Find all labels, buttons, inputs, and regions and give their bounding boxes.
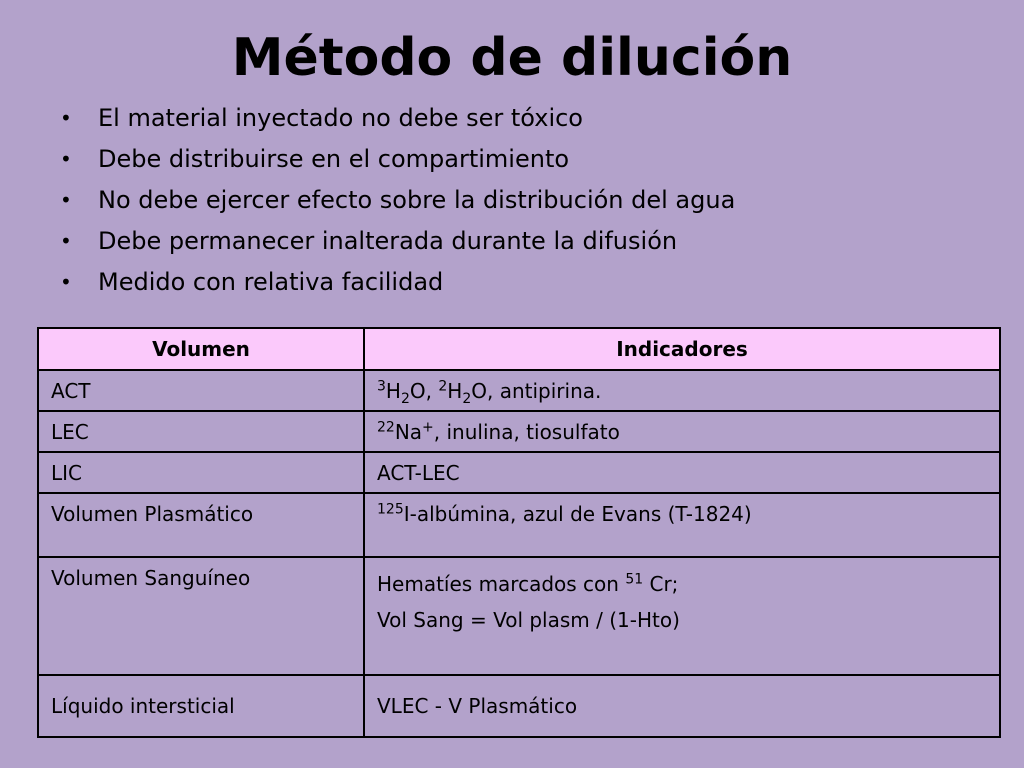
- cell-indicadores: [364, 411, 1000, 452]
- bullet-item: [60, 221, 735, 262]
- header-indicadores: Indicadores: [364, 328, 1000, 370]
- table-row: [38, 411, 1000, 452]
- bullet-icon: •: [60, 229, 72, 253]
- formula-part: Na: [394, 419, 423, 444]
- bullet-text: Debe distribuirse en el compartimiento: [98, 145, 570, 173]
- table-row: [38, 452, 1000, 493]
- bullet-item: [60, 139, 735, 180]
- cell-indicadores: [364, 370, 1000, 411]
- formula-part: Hematíes marcados con: [377, 572, 626, 596]
- bullet-item: [60, 98, 735, 139]
- bullet-text: El material inyectado no debe ser tóxico: [98, 104, 583, 132]
- slide-title: Método de dilución: [231, 28, 793, 88]
- table-row: [38, 493, 1000, 557]
- formula-part: O,: [409, 378, 439, 403]
- bullet-icon: •: [60, 270, 72, 294]
- cell-volumen: Líquido intersticial: [38, 675, 364, 737]
- subscript: 2: [462, 390, 472, 407]
- ion-charge: +: [422, 418, 434, 435]
- indicators-table: [37, 327, 1001, 738]
- bullet-list: [60, 98, 735, 303]
- bullet-icon: •: [60, 147, 72, 171]
- formula-part: H: [447, 378, 463, 403]
- indicator-line: [377, 566, 987, 602]
- bullet-icon: •: [60, 188, 72, 212]
- table-row: [38, 370, 1000, 411]
- cell-indicadores: VLEC - V Plasmático: [364, 675, 1000, 737]
- indicator-line: Vol Sang = Vol plasm / (1-Hto): [377, 608, 680, 632]
- formula-part: H: [385, 378, 401, 403]
- cell-indicadores: [364, 557, 1000, 675]
- table-row: [38, 675, 1000, 737]
- bullet-icon: •: [60, 106, 72, 130]
- cell-volumen: Volumen Sanguíneo: [38, 557, 364, 675]
- bullet-text: Medido con relativa facilidad: [98, 268, 444, 296]
- isotope-mass: 3: [377, 377, 386, 394]
- cell-indicadores: ACT-LEC: [364, 452, 1000, 493]
- cell-volumen: LIC: [38, 452, 364, 493]
- formula-part: , inulina, tiosulfato: [433, 419, 620, 444]
- bullet-text: No debe ejercer efecto sobre la distribución del agua: [98, 186, 736, 214]
- cell-volumen: Volumen Plasmático: [38, 493, 364, 557]
- bullet-item: [60, 262, 735, 303]
- isotope-mass: 22: [377, 418, 395, 435]
- formula-part: O, antipirina.: [471, 378, 602, 403]
- table-header-row: [38, 328, 1000, 370]
- isotope-mass: 125: [377, 501, 404, 518]
- cell-volumen: ACT: [38, 370, 364, 411]
- cell-indicadores: [364, 493, 1000, 557]
- isotope-mass: 51: [625, 571, 644, 588]
- table-row: [38, 557, 1000, 675]
- formula-part: I-albúmina, azul de Evans (T-1824): [403, 502, 752, 526]
- header-volumen: Volumen: [38, 328, 364, 370]
- cell-volumen: LEC: [38, 411, 364, 452]
- bullet-item: [60, 180, 735, 221]
- subscript: 2: [400, 390, 410, 407]
- bullet-text: Debe permanecer inalterada durante la difusión: [98, 227, 678, 255]
- isotope-mass: 2: [438, 377, 448, 394]
- formula-part: Cr;: [643, 572, 679, 596]
